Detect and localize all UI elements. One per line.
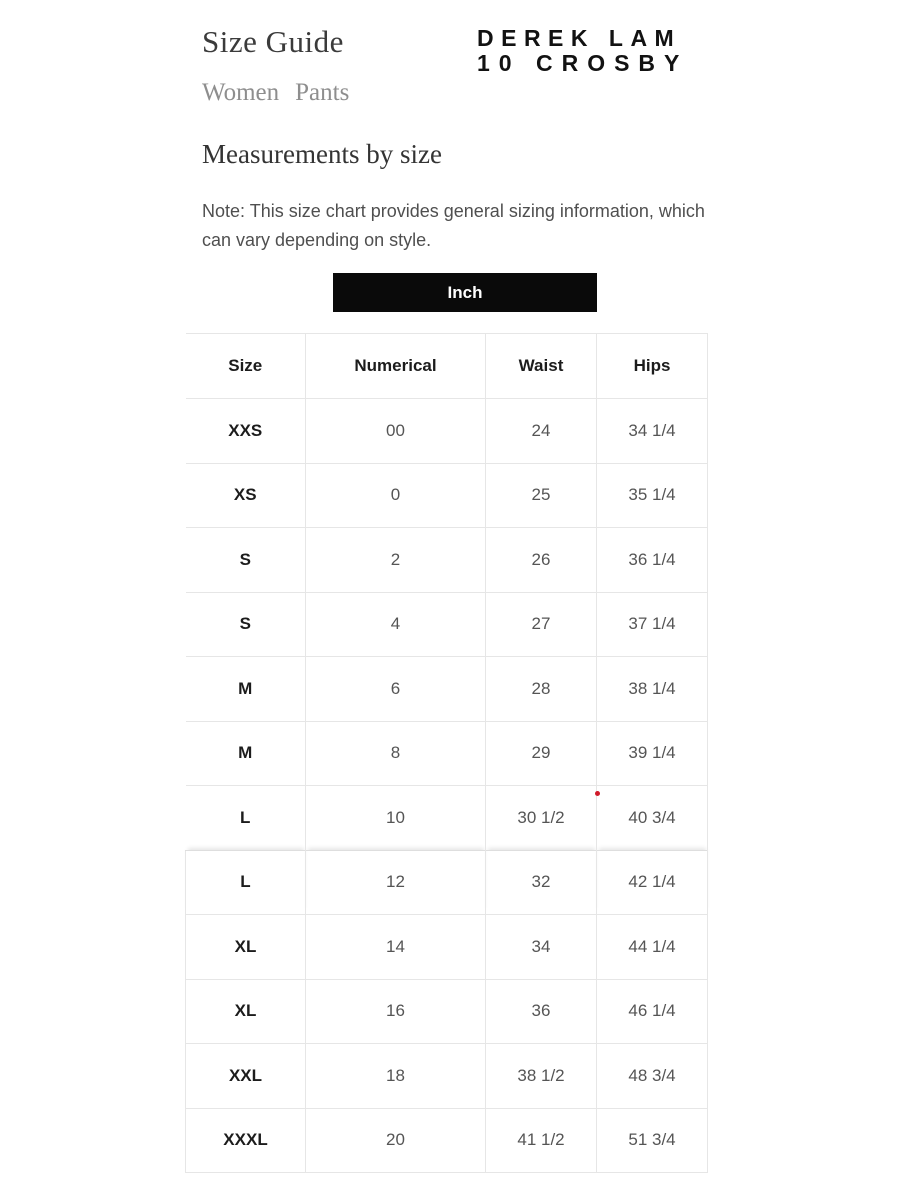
table-row xyxy=(186,592,708,657)
measurement-value-cell: 40 3/4 xyxy=(597,786,708,851)
column-header-size: Size xyxy=(186,334,306,399)
table-row xyxy=(186,657,708,722)
table-row xyxy=(186,399,708,464)
size-label-cell: XXXL xyxy=(186,1108,306,1173)
table-row xyxy=(186,721,708,786)
brand-logo xyxy=(477,26,688,76)
column-header-numerical: Numerical xyxy=(306,334,486,399)
measurement-value-cell: 6 xyxy=(306,657,486,722)
measurement-value-cell: 2 xyxy=(306,528,486,593)
size-label-cell: M xyxy=(186,657,306,722)
measurement-value-cell: 27 xyxy=(486,592,597,657)
measurement-value-cell: 37 1/4 xyxy=(597,592,708,657)
size-label-cell: XL xyxy=(186,979,306,1044)
measurement-value-cell: 51 3/4 xyxy=(597,1108,708,1173)
size-label-cell: S xyxy=(186,528,306,593)
column-header-hips: Hips xyxy=(597,334,708,399)
size-label-cell: XXS xyxy=(186,399,306,464)
table-row xyxy=(186,463,708,528)
column-header-waist: Waist xyxy=(486,334,597,399)
measurement-value-cell: 12 xyxy=(306,850,486,915)
measurement-value-cell: 29 xyxy=(486,721,597,786)
measurement-value-cell: 32 xyxy=(486,850,597,915)
size-label-cell: XXL xyxy=(186,1044,306,1109)
measurement-value-cell: 39 1/4 xyxy=(597,721,708,786)
size-label-cell: XS xyxy=(186,463,306,528)
table-header-row xyxy=(186,334,708,399)
measurement-value-cell: 10 xyxy=(306,786,486,851)
red-dot-marker xyxy=(595,791,600,796)
page-title: Size Guide xyxy=(202,24,344,59)
note-text: Note: This size chart provides general sizing information, which can vary depending on style. xyxy=(202,201,705,251)
table-row xyxy=(186,528,708,593)
unit-toggle-button[interactable]: Inch xyxy=(333,273,597,312)
size-label-cell: L xyxy=(186,850,306,915)
breadcrumb-item-women[interactable]: Women xyxy=(202,79,280,106)
size-table xyxy=(185,333,708,1173)
size-label-cell: L xyxy=(186,786,306,851)
measurement-value-cell: 0 xyxy=(306,463,486,528)
measurement-value-cell: 18 xyxy=(306,1044,486,1109)
breadcrumb xyxy=(202,79,349,107)
measurement-value-cell: 48 3/4 xyxy=(597,1044,708,1109)
table-row xyxy=(186,1108,708,1173)
section-title: Measurements by size xyxy=(202,139,442,169)
measurement-value-cell: 34 xyxy=(486,915,597,980)
measurement-value-cell: 24 xyxy=(486,399,597,464)
measurement-value-cell: 38 1/4 xyxy=(597,657,708,722)
measurement-value-cell: 35 1/4 xyxy=(597,463,708,528)
measurement-value-cell: 14 xyxy=(306,915,486,980)
brand-logo-line2: 10 CROSBY xyxy=(477,50,689,76)
table-row xyxy=(186,850,708,915)
measurement-value-cell: 4 xyxy=(306,592,486,657)
measurement-value-cell: 46 1/4 xyxy=(597,979,708,1044)
measurement-value-cell: 36 xyxy=(486,979,597,1044)
measurement-value-cell: 26 xyxy=(486,528,597,593)
measurement-value-cell: 20 xyxy=(306,1108,486,1173)
table-row xyxy=(186,786,708,851)
measurement-value-cell: 41 1/2 xyxy=(486,1108,597,1173)
size-label-cell: XL xyxy=(186,915,306,980)
measurement-value-cell: 00 xyxy=(306,399,486,464)
measurement-value-cell: 38 1/2 xyxy=(486,1044,597,1109)
measurement-value-cell: 44 1/4 xyxy=(597,915,708,980)
measurement-value-cell: 42 1/4 xyxy=(597,850,708,915)
measurement-value-cell: 36 1/4 xyxy=(597,528,708,593)
brand-logo-line1: DEREK LAM xyxy=(477,25,682,51)
measurement-value-cell: 34 1/4 xyxy=(597,399,708,464)
size-label-cell: M xyxy=(186,721,306,786)
measurement-value-cell: 25 xyxy=(486,463,597,528)
measurement-value-cell: 28 xyxy=(486,657,597,722)
table-row xyxy=(186,1044,708,1109)
size-label-cell: S xyxy=(186,592,306,657)
breadcrumb-item-pants[interactable]: Pants xyxy=(295,79,350,106)
table-row xyxy=(186,915,708,980)
table-row xyxy=(186,979,708,1044)
measurement-value-cell: 8 xyxy=(306,721,486,786)
measurement-value-cell: 16 xyxy=(306,979,486,1044)
size-table-body xyxy=(186,399,708,1173)
measurement-value-cell: 30 1/2 xyxy=(486,786,597,851)
